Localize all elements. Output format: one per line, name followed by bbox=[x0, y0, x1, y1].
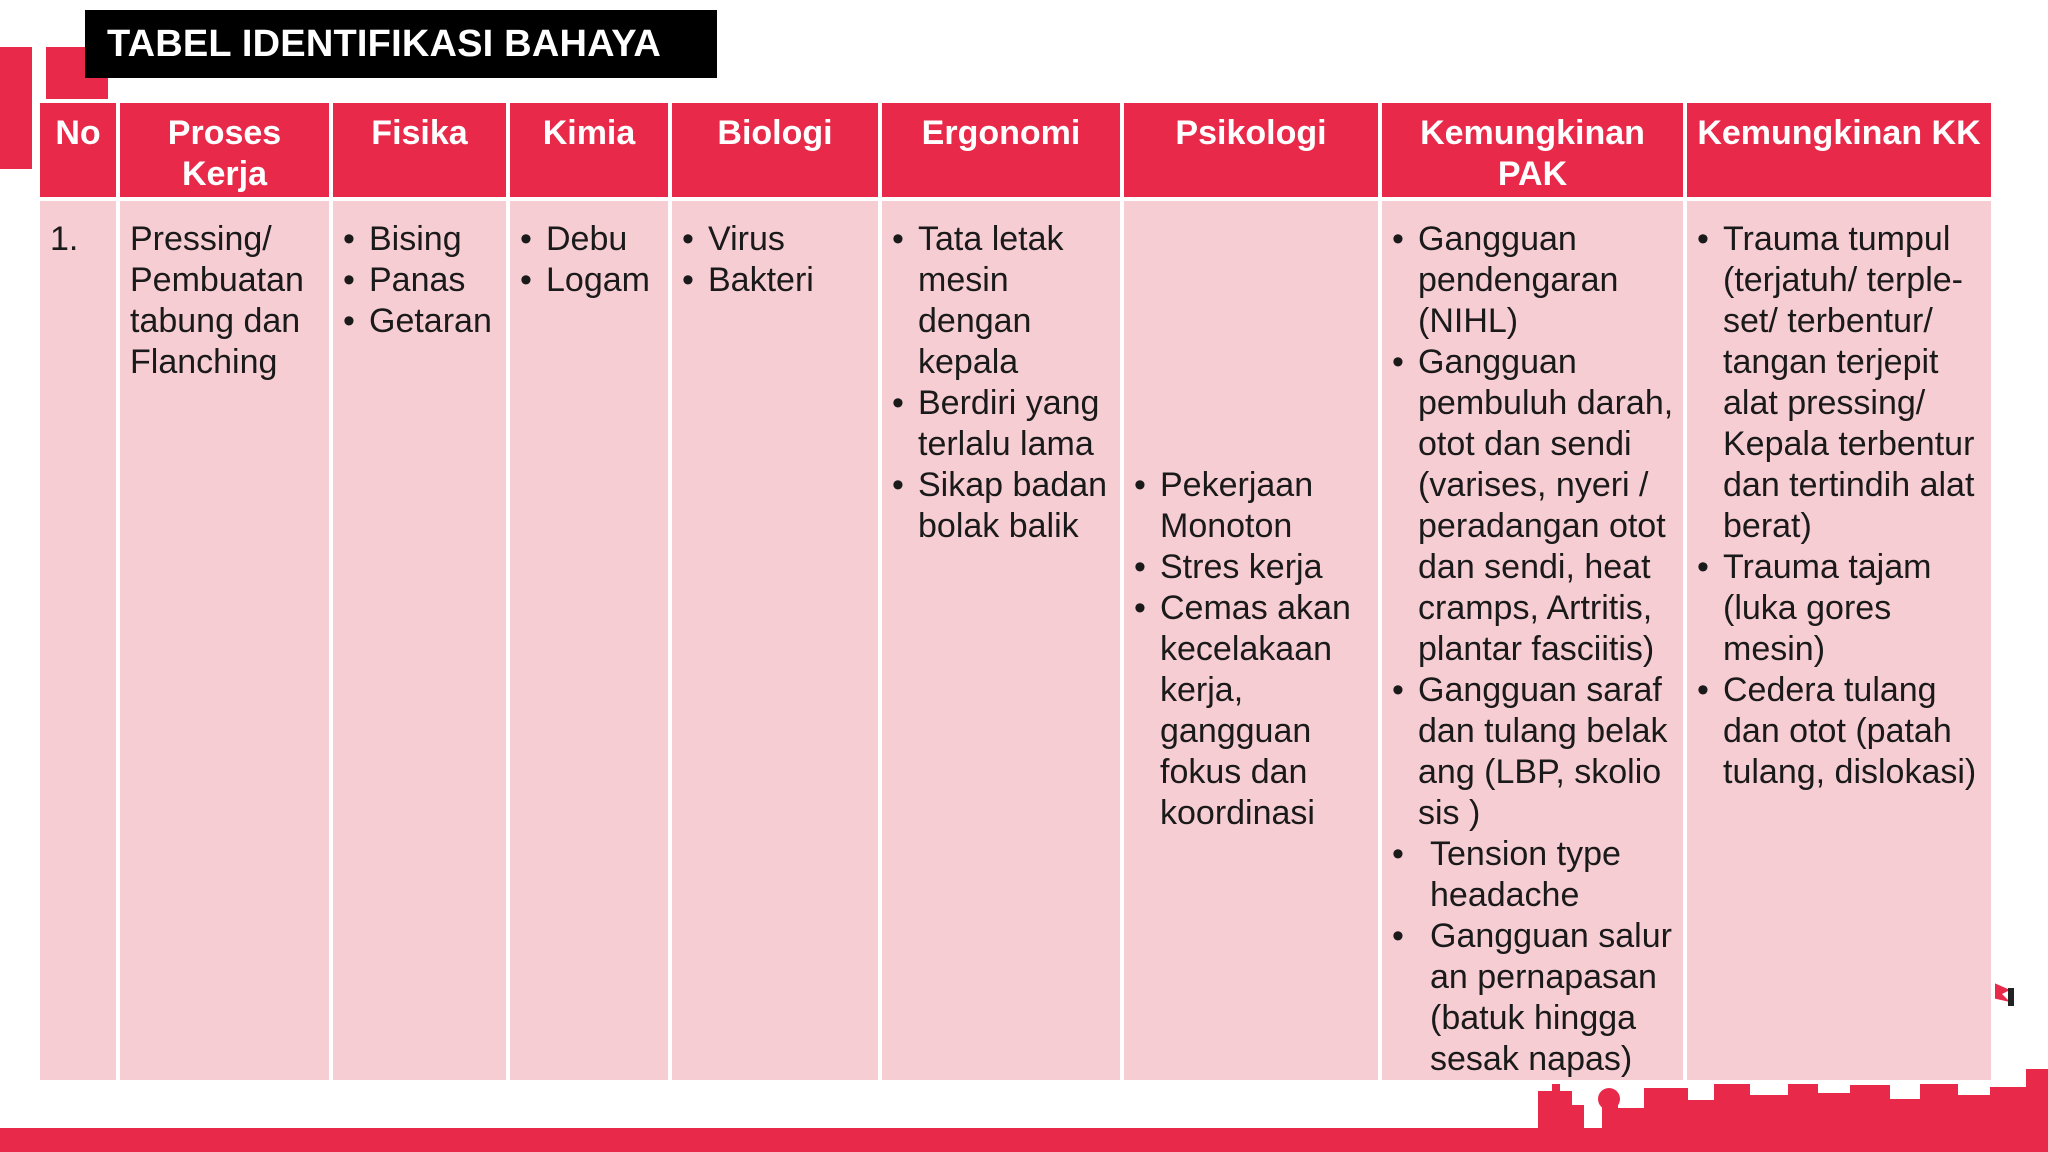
header-kemungkinan-kk: Kemungkinan KK bbox=[1685, 101, 1993, 199]
list-item: • Cedera tulang dan otot (patah tulang, dislokasi) bbox=[1697, 670, 1983, 793]
list-item: • Sikap badan bolak balik bbox=[892, 465, 1112, 547]
cell-proses-kerja bbox=[118, 199, 331, 1082]
list-item: • Panas bbox=[343, 260, 498, 301]
hazard-identification-table bbox=[36, 99, 1995, 1084]
psikologi-list bbox=[1134, 465, 1370, 834]
header-ergonomi: Ergonomi bbox=[880, 101, 1122, 199]
biologi-list bbox=[682, 219, 870, 301]
cell-kimia bbox=[508, 199, 670, 1082]
kk-list bbox=[1697, 219, 1983, 793]
row-number: 1. bbox=[50, 220, 79, 258]
cell-kemungkinan-kk bbox=[1685, 199, 1993, 1082]
table-row bbox=[38, 199, 1993, 1082]
pak-list bbox=[1392, 219, 1675, 834]
list-item: • Gangguan saraf dan tulang belak ang (LBP, skolio sis ) bbox=[1392, 670, 1675, 834]
cell-biologi bbox=[670, 199, 880, 1082]
header-biologi: Biologi bbox=[670, 101, 880, 199]
proses-kerja-text: Pressing/ Pembuatan tabung dan Flanching bbox=[130, 220, 304, 381]
header-kimia: Kimia bbox=[508, 101, 670, 199]
list-item: • Trauma tumpul (terjatuh/ terple- set/ terbentur/ tangan terjepit alat pressing/ Kepala terbentur dan tertindih alat berat) bbox=[1697, 219, 1983, 547]
header-proses-kerja: Proses Kerja bbox=[118, 101, 331, 199]
list-item: • Trauma tajam (luka gores mesin) bbox=[1697, 547, 1983, 670]
cell-kemungkinan-pak bbox=[1380, 199, 1685, 1082]
header-no: No bbox=[38, 101, 118, 199]
page-title: TABEL IDENTIFIKASI BAHAYA bbox=[85, 10, 717, 78]
list-item: • Tension type headache bbox=[1392, 834, 1675, 916]
header-fisika: Fisika bbox=[331, 101, 508, 199]
list-item: • Virus bbox=[682, 219, 870, 260]
cell-no bbox=[38, 199, 118, 1082]
list-item: • Debu bbox=[520, 219, 660, 260]
list-item: • Gangguan pembuluh darah, otot dan sendi (varises, nyeri / peradangan otot dan sendi, heat cramps, Artritis, plantar fasciitis) bbox=[1392, 342, 1675, 670]
header-kemungkinan-pak: Kemungkinan PAK bbox=[1380, 101, 1685, 199]
list-item: • Berdiri yang terlalu lama bbox=[892, 383, 1112, 465]
list-item: • Bakteri bbox=[682, 260, 870, 301]
cell-psikologi bbox=[1122, 199, 1380, 1082]
fisika-list bbox=[343, 219, 498, 342]
list-item: • Gangguan pendengaran (NIHL) bbox=[1392, 219, 1675, 342]
list-item: • Gangguan salur an pernapasan (batuk hingga sesak napas) bbox=[1392, 916, 1675, 1080]
list-item: • Pekerjaan Monoton bbox=[1134, 465, 1370, 547]
kimia-list bbox=[520, 219, 660, 301]
decorative-left-bar bbox=[0, 47, 32, 169]
list-item: • Stres kerja bbox=[1134, 547, 1370, 588]
list-item: • Cemas akan kecelakaan kerja, gangguan fokus dan koordinasi bbox=[1134, 588, 1370, 834]
header-psikologi: Psikologi bbox=[1122, 101, 1380, 199]
ergonomi-list bbox=[892, 219, 1112, 547]
list-item: • Logam bbox=[520, 260, 660, 301]
list-item: • Getaran bbox=[343, 301, 498, 342]
cell-fisika bbox=[331, 199, 508, 1082]
decorative-bottom-bar bbox=[0, 1128, 2048, 1152]
cell-ergonomi bbox=[880, 199, 1122, 1082]
pak-list-continued bbox=[1392, 834, 1675, 1080]
psikologi-spacer bbox=[1134, 219, 1370, 465]
list-item: • Tata letak mesin dengan kepala bbox=[892, 219, 1112, 383]
table-header-row bbox=[38, 101, 1993, 199]
list-item: • Bising bbox=[343, 219, 498, 260]
